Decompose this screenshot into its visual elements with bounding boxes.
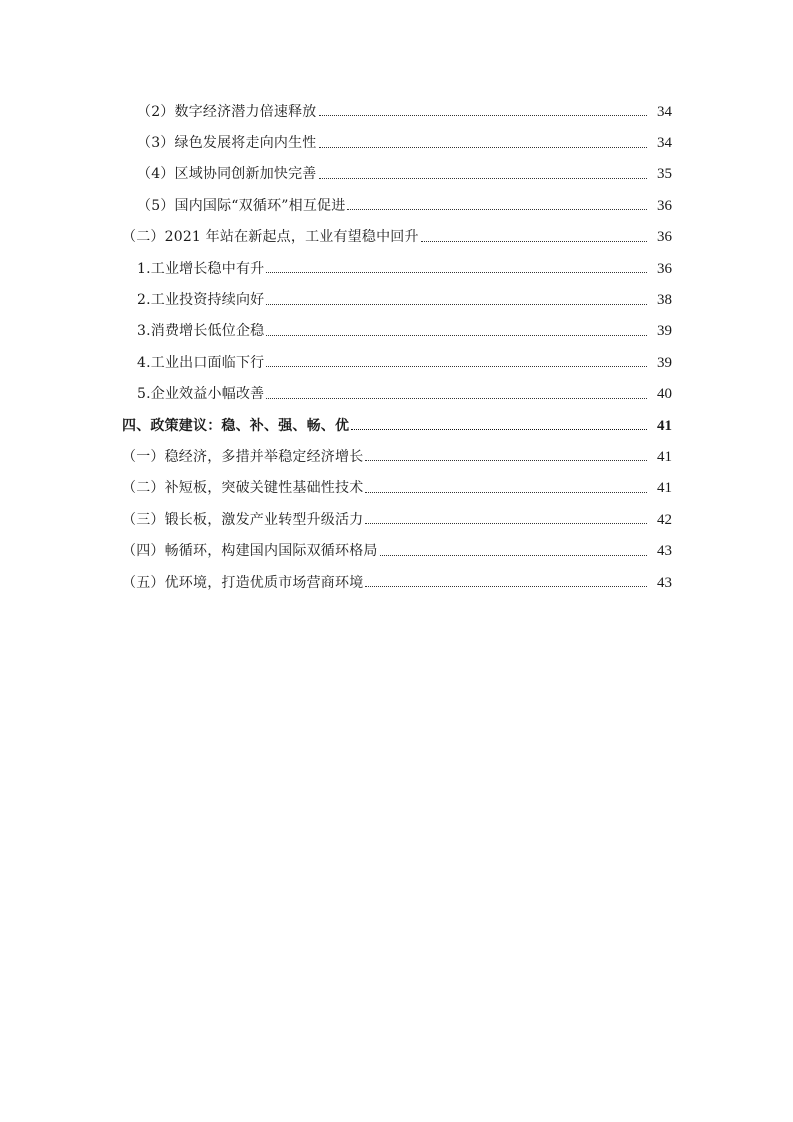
toc-entry-page-number: 40 xyxy=(657,386,672,403)
toc-entry[interactable] xyxy=(0,222,793,253)
toc-leader-dots xyxy=(365,586,647,587)
toc-entry-page-number: 41 xyxy=(657,480,672,497)
toc-entry-label: （5）国内国际“双循环”相互促进 xyxy=(137,197,346,214)
toc-entry-page-number: 41 xyxy=(657,417,672,434)
toc-entry-label: （三）锻长板，激发产业转型升级活力 xyxy=(122,511,364,528)
toc-leader-dots xyxy=(266,335,647,336)
toc-entry-label: 2.工业投资持续向好 xyxy=(137,292,265,309)
toc-entry-page-number: 39 xyxy=(657,354,672,371)
toc-leader-dots xyxy=(266,366,647,367)
toc-entry-page-number: 34 xyxy=(657,135,672,152)
toc-leader-dots xyxy=(351,429,647,430)
toc-leader-dots xyxy=(266,304,647,305)
toc-leader-dots xyxy=(365,460,647,461)
table-of-contents xyxy=(0,96,793,598)
toc-entry[interactable] xyxy=(0,347,793,378)
toc-entry-label: （四）畅循环，构建国内国际双循环格局 xyxy=(122,543,378,560)
toc-entry-page-number: 42 xyxy=(657,511,672,528)
toc-entry-label: （五）优环境，打造优质市场营商环境 xyxy=(122,574,364,591)
toc-chapter-entry[interactable] xyxy=(0,410,793,441)
toc-entry[interactable] xyxy=(0,379,793,410)
toc-entry-label: （一）稳经济，多措并举稳定经济增长 xyxy=(122,448,364,465)
toc-leader-dots xyxy=(347,209,647,210)
toc-entry-label: （二）补短板，突破关键性基础性技术 xyxy=(122,480,364,497)
toc-leader-dots xyxy=(365,523,647,524)
toc-entry-page-number: 39 xyxy=(657,323,672,340)
toc-entry[interactable] xyxy=(0,316,793,347)
toc-entry-label: （二）2021 年站在新起点，工业有望稳中回升 xyxy=(122,229,419,246)
toc-leader-dots xyxy=(319,178,647,179)
toc-entry-label: 四、政策建议：稳、补、强、畅、优 xyxy=(122,417,350,434)
toc-entry-page-number: 43 xyxy=(657,543,672,560)
toc-leader-dots xyxy=(319,147,647,148)
toc-entry-page-number: 43 xyxy=(657,574,672,591)
toc-entry-label: （2）数字经济潜力倍速释放 xyxy=(137,103,317,120)
toc-entry[interactable] xyxy=(0,284,793,315)
toc-entry-page-number: 38 xyxy=(657,292,672,309)
toc-entry[interactable] xyxy=(0,127,793,158)
toc-leader-dots xyxy=(380,555,647,556)
toc-entry[interactable] xyxy=(0,567,793,598)
toc-entry[interactable] xyxy=(0,96,793,127)
toc-entry-label: （4）区域协同创新加快完善 xyxy=(137,166,317,183)
toc-entry[interactable] xyxy=(0,441,793,472)
toc-entry-label: 4.工业出口面临下行 xyxy=(137,354,265,371)
toc-leader-dots xyxy=(421,241,647,242)
toc-entry[interactable] xyxy=(0,159,793,190)
toc-entry-page-number: 34 xyxy=(657,103,672,120)
toc-entry-label: 5.企业效益小幅改善 xyxy=(137,386,265,403)
toc-entry[interactable] xyxy=(0,535,793,566)
toc-entry-page-number: 36 xyxy=(657,260,672,277)
toc-entry[interactable] xyxy=(0,504,793,535)
toc-entry[interactable] xyxy=(0,253,793,284)
toc-entry-page-number: 35 xyxy=(657,166,672,183)
toc-leader-dots xyxy=(266,398,647,399)
toc-entry[interactable] xyxy=(0,473,793,504)
toc-entry-label: 3.消费增长低位企稳 xyxy=(137,323,265,340)
toc-entry[interactable] xyxy=(0,190,793,221)
toc-leader-dots xyxy=(319,115,647,116)
toc-leader-dots xyxy=(266,272,647,273)
toc-leader-dots xyxy=(365,492,647,493)
toc-entry-page-number: 41 xyxy=(657,448,672,465)
toc-entry-label: 1.工业增长稳中有升 xyxy=(137,260,265,277)
toc-entry-label: （3）绿色发展将走向内生性 xyxy=(137,135,317,152)
toc-entry-page-number: 36 xyxy=(657,229,672,246)
toc-entry-page-number: 36 xyxy=(657,197,672,214)
